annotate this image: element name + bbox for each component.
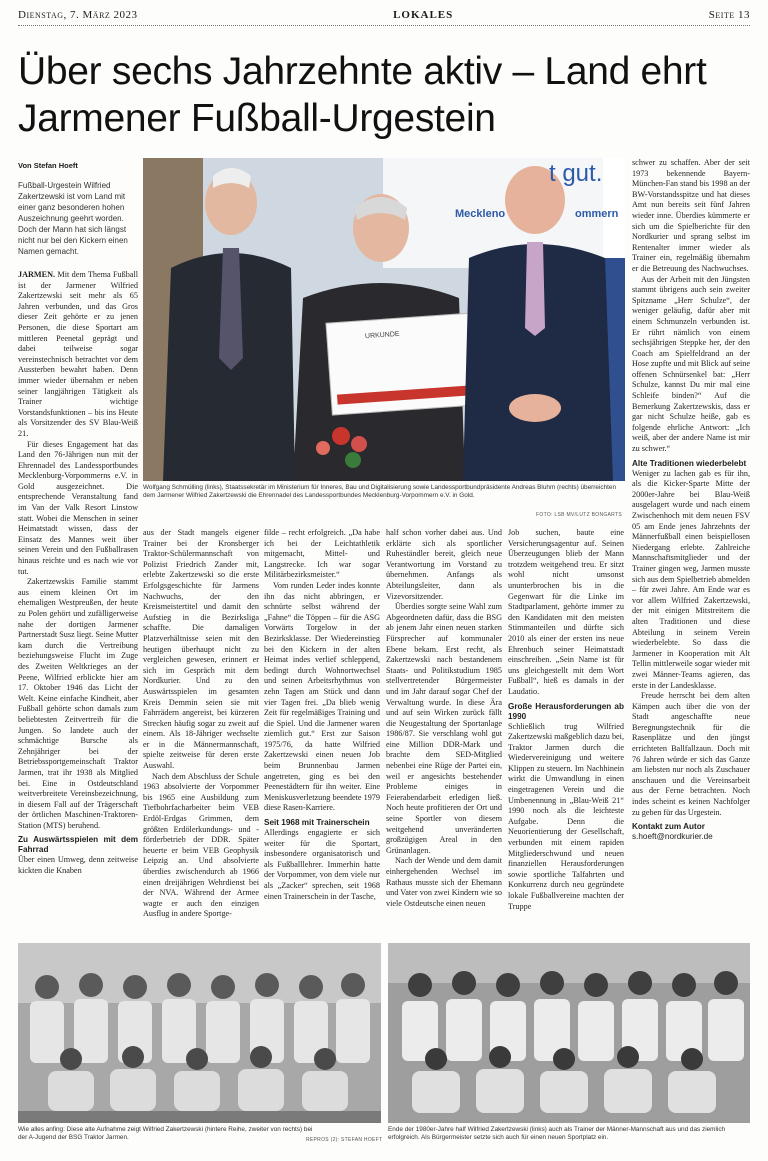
col1-paragraph-4: Über einen Umweg, denn zeitweise kickten die Knaben — [18, 855, 138, 876]
column-1 — [18, 270, 138, 940]
contact-email: s.hoeft@nordkurier.de — [632, 832, 713, 842]
banner-slogan: t gut. — [549, 160, 603, 187]
contact-title: Kontakt zum Autor — [632, 822, 705, 832]
col4-paragraph-2: Überdies sorgte seine Wahl zum Abgeordneten dafür, dass die BSG ab jenem Jahr einen neuen starken Fürsprecher auf kommunaler Ebene bekam. Erst recht, als Zakertzewski nach bestandenem Staats- und Politikstudium 1985 stellvertretender Bürgermeister und im Jahr darauf sogar Chef der Verwaltung wurde. In diese Ära und auf sein Wirken zurück fällt die Neugestaltung der Sportanlage 1986/87. Sie verschlang wohl gut eine Million DDR-Mark und brachte dem SED-Mitglied nebenbei eine Rüge der Partei ein, weil er angesichts bestehender Probleme einiges in Feierabendarbeit erledigen ließ. Noch heute profitieren der Ort und seine Sportler von diesem weitgehend unveränderten großzügigen Areal in den Grünanlagen. — [386, 602, 502, 855]
team-photo-right — [388, 943, 750, 1123]
main-photo — [143, 158, 625, 481]
lead-text: Fußball-Urgestein Wilfried Zakertzewski ist vom Land mit einer ganz besonderen hohen Auszeichnung geehrt worden. Doch der Mann hat sich längst nicht nur bei den Kickern einen Namen gemacht. — [18, 181, 128, 256]
col5-paragraph-2: Schließlich trug Wilfried Zakertzewski maßgeblich dazu bei, Traktor Jarmen durch die Wiedervereinigung und weitere Klippen zu steuern. Im Nachhinein wirkt die Umwandlung in einen eingetragenen Verein und die Umbenennung in „Blau-Weiß 21“ 1990 noch als die leichteste Aufgabe. Denn die Neuorientierung der Gesellschaft, verbunden mit einem rapiden Mitgliederschwund und neuen finanziellen Herausforderungen sowie sportliche Talfahrten und Konkurrenz durch neu gegründete lokale Fußballvereine machten der Truppe — [508, 721, 624, 911]
left-photo-caption: Wie alles anfing: Diese alte Aufnahme zeigt Wilfried Zakertzewski (hintere Reihe, zweiter von rechts) bei der A-Jugend der BSG Traktor Jarmen. — [18, 1126, 313, 1142]
byline: Von Stefan Hoeft — [18, 161, 78, 170]
left-photo-credit: REPROS (2): STEFAN HOEFT — [306, 1137, 383, 1143]
col2-paragraph-2: Nach dem Abschluss der Schule 1963 absolvierte der Vorpommer bis 1965 eine Ausbildung zum Tiefbohrfacharbeiter beim VEB Erdöl-Erdgas Grimmen, dem größten Erdölerkundungs- und -förderbetrieb der DDR. Später heuerte er beim VEB Geophysik Leipzig an. Und absolvierte überdies zwischendurch ab 1966 einen dreijährigen Wehrdienst bei der NVA. Während der Armee wagte er auch den einzigen Ausflug in andere Sportge- — [143, 771, 259, 919]
header-rule — [18, 25, 750, 26]
banner-subtext: Meckleno — [455, 208, 506, 220]
col3-subheading: Seit 1968 mit Trainerschein — [264, 818, 370, 828]
award-ceremony-illustration — [143, 158, 625, 481]
column-5 — [508, 528, 624, 940]
col3-paragraph-2: Vom runden Leder indes konnte ihn das nicht abbringen, er schnürte selbst während der „Fahne“ die Töppen – für die ASG Vorwärts Torgelow in der Bezirksklasse. Der Wiedereinstieg bei den Kickern in der alten Heimat indes verlief schleppend, bedingt durch Wohnortwechsel und seinen Arbeitsrhythmus von zehn Tagen am Stück und dann vier Tagen frei. „Da blieb wenig Zeit für regelmäßiges Training und die Spiel. Und die Jarmener waren ziemlich gut.“ Erst zur Saison 1975/76, da hatte Wilfried Zakertzewski einen neuen Job beim Brunnenbau Jarmen angetreten, ging es bei den Peenestädtern für ihn weiter. Eine Meniskusverletzung beendete 1979 diese Rasen-Karriere. — [264, 580, 380, 813]
column-6 — [632, 158, 750, 940]
col1-paragraph-3: Zakertzewskis Familie stammt aus einem kleinen Ort im ehemaligen Westpreußen, der heute zu Polen gehört und zufälligerweise nahe der dortigen Jarmener Partnerstadt Susz liegt. Seine Mutter kam durch die Vertreibung beziehungsweise Flucht im Zuge des Zweiten Weltkrieges an der Peene, Wilfried erblickte hier am 17. Oktober 1946 das Licht der Welt. Keine einfache Kindheit, aber Fußball gehörte schon damals zum beliebtesten Zeitvertreib für die Jungen. So landete auch der schmächtige Bursche als Zehnjähriger bei der Betriebssportgemeinschaft Traktor Jarmen, trat ihr 1938 als Mitglied bei. Eine in Ostdeutschland weitverbreitete Vereinsbezeichnung, in diesem Fall auf der Trägerschaft der örtlichen Maschinen-Traktoren-Station (MTS) beruhend. — [18, 577, 138, 830]
main-photo-caption: Wolfgang Schmülling (links), Staatssekretär im Ministerium für Inneres, Bau und Digitalisierung sowie Landessportbundpräsidente Andreas Bluhm (rechts) überreichten dem Jarmener Wilfried Zakertzewski die Ehrennadel des Landessportbundes Mecklenburg-Vorpommern e.V. in Gold. — [143, 484, 617, 500]
col1-paragraph-2: Für dieses Engagement hat das Land den 76-Jährigen nun mit der Ehrennadel des Landessportbundes Mecklenburg-Vorpommerns e.V. in Gold ausgezeichnet. Die entsprechende Veranstaltung fand im Van der Valk Resort Linstow statt. Wobei die Menschen in seiner Heimatstadt wissen, dass der Einsatz des Mannes weit über seinen Verein und den Fußballrasen hinaus reichte und es nach wie vor tut. — [18, 439, 138, 576]
col1-paragraph-1: Mit dem Thema Fußball ist der Jarmener Wilfried Zakertzewski seit mehr als 65 Jahren verbunden, und das Gros dieser Zeit gehörte er zu jenen Personen, die diese Sportart am mittleren Peenetal geprägt und dabei teilweise sogar vereinstechnisch betrachtet vor dem Aussterben bewahrt haben. Denn immer wieder übernahm er neben seiner langjährigen Tätigkeit als Trainer wichtige Vorstandsfunktionen – bis ins Heute als Vorsitzender des SV Blau-Weiß 21. — [18, 270, 138, 438]
issue-date: Dienstag, 7. März 2023 — [18, 8, 138, 21]
page-number: Seite 13 — [708, 8, 750, 21]
col6-paragraph-4: Freude herrscht bei dem alten Kämpen auch über die von der Stadt angeschaffte neue Beregnungstechnik für die Rasenplätze und den jüngst errichteten Ballfallzaun. Doch mit 76 Jahren würde er sich das Ganze am liebsten nur noch als Zuschauer anschauen und die Vereinsarbeit aus der Ferne betrachten. Noch indes scheint es keinen Nachfolger zu geben für das Urgestein. — [632, 691, 750, 817]
column-3 — [264, 528, 380, 940]
main-photo-credit: FOTO: LSB MV/LUTZ BONGARTS — [536, 512, 622, 518]
col5-subheading: Große Herausforderungen ab 1990 — [508, 701, 624, 721]
column-2 — [143, 528, 259, 940]
col6-paragraph-3: Weniger zu lachen gab es für ihn, als die Kicker-Sparte Mitte der 2000er-Jahre bei Blau-Weiß ausgelagert wurde und nach einem Zwischenhoch mit dem neuen FSV 05 am Ende jenes Jahrzehnts der Männerfußball einen beispiellosen Niedergang erlebte. Zahlreiche Mannschaftsmitglieder und der Trainer gingen weg, Jarmen musste sich aus dem Spielbetrieb abmelden – für zwei Jahre. Am Ende war es vor allem Wilfried Zakertzewski, der mit einigen Mitstreitern die alten Traditionen und diese Abteilung in seinem Verein wiederbelebte. So dass die Jarmener in Kooperation mit Alt Tellin mittlerweile sogar wieder mit zwei Männer-Teams agieren, das erste in der Landesklasse. — [632, 468, 750, 690]
headline: Über sechs Jahrzehnte aktiv – Land ehrt Jarmener Fußball-Urgestein — [18, 50, 707, 140]
men-team-illustration — [388, 943, 750, 1123]
banner-subtext-2: ommern — [575, 208, 619, 220]
col4-paragraph-3: Nach der Wende und dem damit einhergehenden Wechsel im Rathaus musste sich der Ehemann und Vater von zwei Kindern wie so viele Ostdeutsche einen neuen — [386, 856, 502, 908]
right-photo-caption: Ende der 1980er-Jahre half Wilfried Zakertzewski (links) auch als Trainer der Männer-Mannschaft aus und das ziemlich erfolgreich. Als Bürgermeister setzte sich auch für einen neuen Sportplatz ein. — [388, 1126, 726, 1142]
youth-team-illustration — [18, 943, 381, 1123]
col5-paragraph-1: Job suchen, baute eine Versicherungsagentur auf. Seinen Überzeugungen blieb der Mann trotzdem weitgehend treu. Er sitzt wohl nicht umsonst ununterbrochen bis in die Gegenwart für die Linke im Stadtparlament, gehörte immer zu den Kandidaten mit den meisten Stimmanteilen und dürfte sich 2010 als einer der ersten ins neue Ehrenbuch seiner Heimatstadt einschreiben. „Sein Name ist für uns gleichgestellt mit dem Wort Fußball“, hieß es damals in der Laudatio. — [508, 528, 624, 696]
section-name: LOKALES — [393, 8, 454, 21]
certificate-title: URKUNDE — [364, 330, 400, 341]
column-4 — [386, 528, 502, 940]
col6-paragraph-2: Aus der Arbeit mit den Jüngsten stammt übrigens auch sein zweiter Spitzname „Herr Schulze“, der weniger geläufig, dafür aber mit einem Schmunzeln verbunden ist. Er rührt nämlich von einem sechsjährigen Steppke her, der den Coach am Spielfeldrand an der Hose zupfte und mit Blick auf seine offenen Schnürsenkel bat: „Herr Schulze, kannst Du mir mal eine Schleife binden?“ Auf die Bemerkung Zakertzewskis, dass er gar nicht Schulze heiße, gab es folgende ehrliche Antwort: „Ich weiß, aber der andere Name ist mir zu schwer.“ — [632, 274, 750, 454]
col3-paragraph-3: Allerdings engagierte er sich weiter für die Sportart, insbesondere organisatorisch und als Fußballlehrer. Immerhin hatte der Vorpommer, von dem viele nur als „Zacker“ sprechen, seit 1968 einen Trainerschein in der Tasche, — [264, 828, 380, 901]
team-photo-left — [18, 943, 381, 1123]
col6-subheading: Alte Traditionen wiederbelebt — [632, 458, 747, 468]
col2-paragraph-1: aus der Stadt mangels eigener Trainer bei der Kronsberger Traktor-Schülermannschaft von Polizist Friedrich Zander mit, erlebte Zakertzewski so die erste Erfolgsgeschichte für Jarmens Nachwuchs, der den Kreismeistertitel und damit den Aufstieg in die Bezirksliga schaffte. Die damaligen Platzverhältnisse seien mit den heutigen überhaupt nicht zu vergleichen gewesen, erinnert er sich im Gespräch mit dem Nordkurier. Und zu den Auswärtsspielen im gesamten Kreis Demmin seien sie mit Fahrrädern angereist, bei kürzeren Strecken häufig sogar zu zweit auf einem. Als 18-Jähriger wechselte er in die Männermannschaft, spielte zeitweise für deren erste Auswahl. — [143, 528, 259, 771]
dateline: JARMEN. — [18, 270, 56, 279]
col3-paragraph-1: filde – recht erfolgreich. „Da habe ich bei der Leichtathletik mitgemacht, Mittel- und Langstrecke. Ich war sogar Militärbezirksmeister.“ — [264, 528, 380, 580]
col1-subheading: Zu Auswärtsspielen mit dem Fahrrad — [18, 835, 138, 855]
col4-paragraph-1: half schon vorher dabei aus. Und erklärte sich als sportlicher Ruheständler bereit, gleich neue Verantwortung im Vorstand zu übernehmen. Anfangs als Abteilungsleiter, dann als Vizevorsitzender. — [386, 528, 502, 601]
col6-paragraph-1: schwer zu schaffen. Aber der seit 1973 bekennende Bayern-München-Fan stand bis 1998 an der BW-Vorstandsspitze und hat dieses Amt nun bereits seit fünf Jahren wieder inne. Überdies kümmerte er sich um die Spielberichte für den Nordkurier und sprang selbst im Rentenalter immer wieder als Trainer ein, regelmäßig übernahm er die Betreuung des Nachwuchses. — [632, 158, 750, 273]
page-header — [18, 6, 750, 23]
